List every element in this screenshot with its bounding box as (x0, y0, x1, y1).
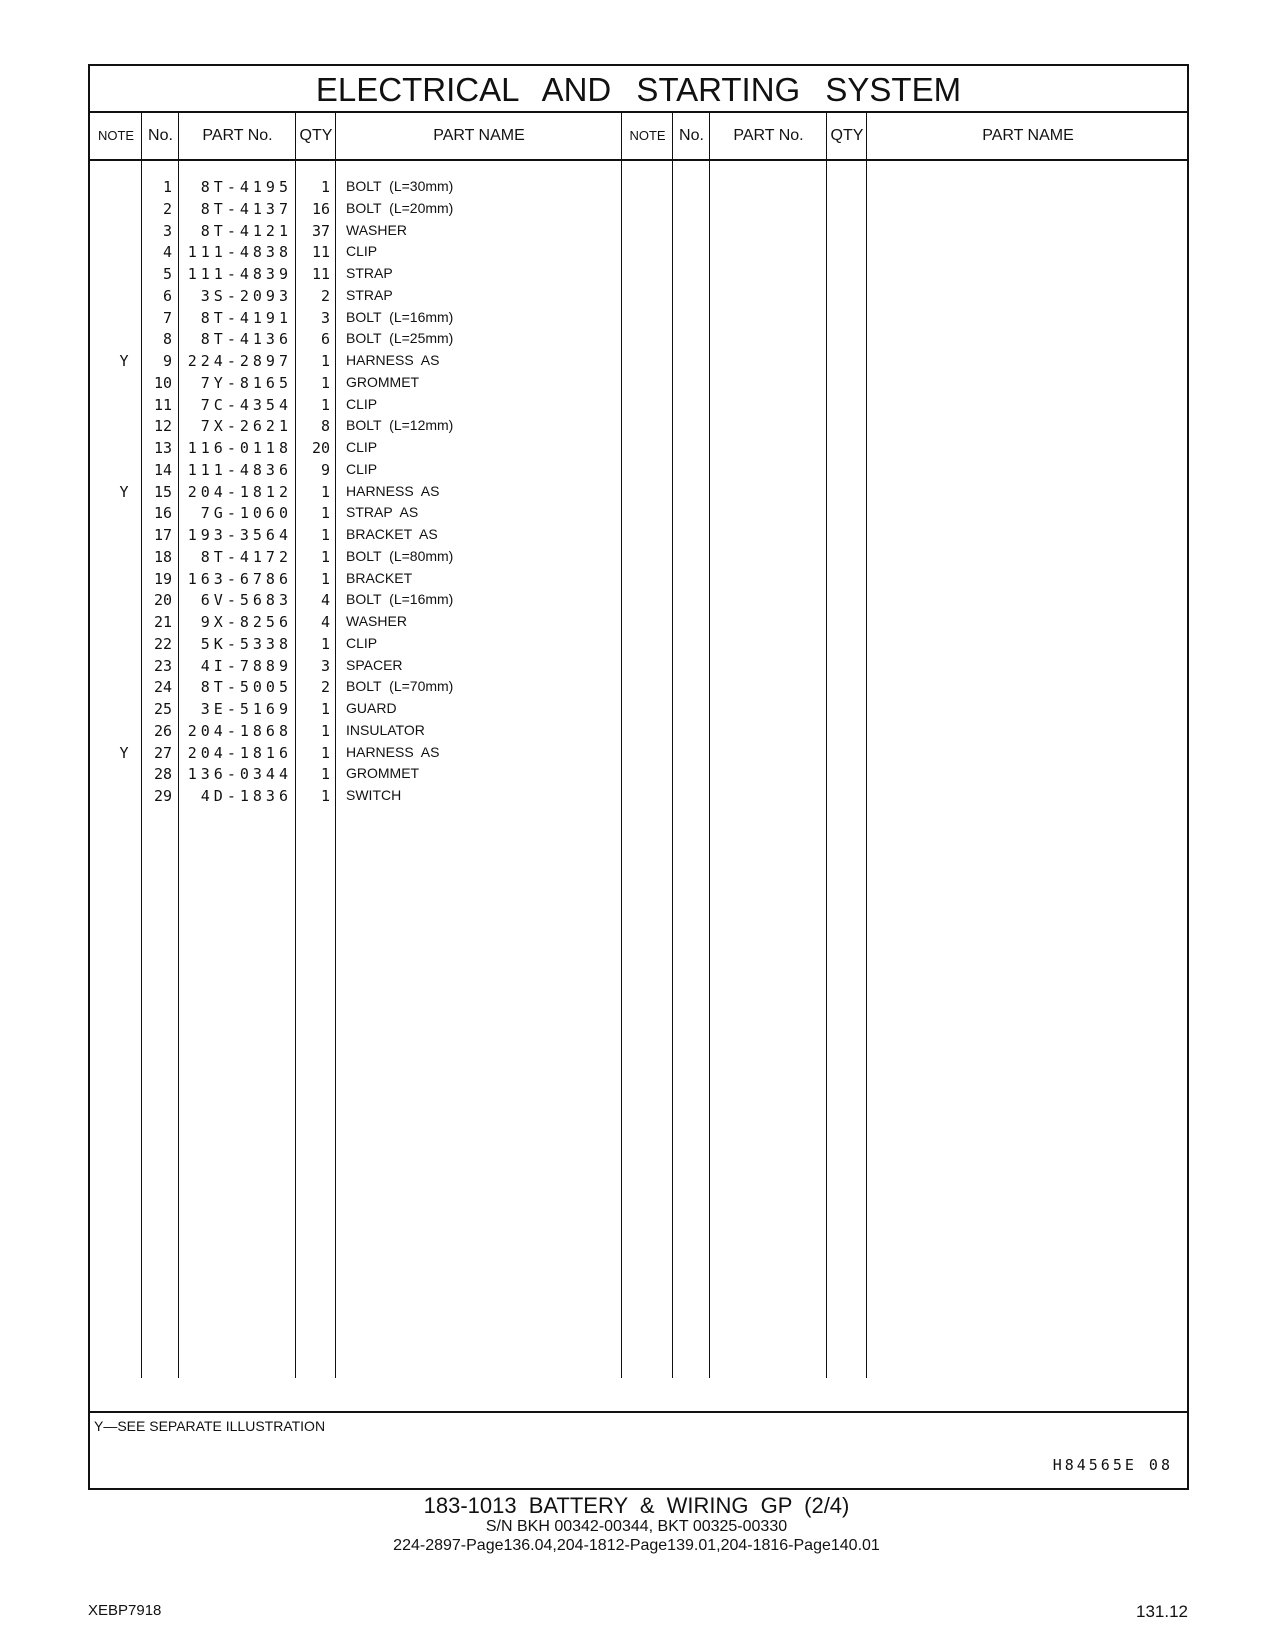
header-note-right: NOTE (629, 128, 666, 143)
row-part-name: INSULATOR (346, 721, 425, 738)
row-part-name: BOLT (L=30mm) (346, 178, 454, 194)
row-part-number: 204-1812 (187, 482, 292, 501)
row-part-name: HARNESS AS (346, 352, 440, 368)
table-row (90, 481, 1187, 504)
table-row (90, 502, 1187, 525)
row-quantity: 1 (320, 787, 330, 805)
row-part-name: BOLT (L=16mm) (346, 308, 454, 325)
drawing-code: H84565E 08 (1052, 1456, 1173, 1474)
row-item-number: 24 (153, 678, 172, 697)
row-part-name: WASHER (346, 613, 407, 629)
table-row (90, 676, 1187, 699)
row-part-number: 204-1816 (187, 743, 292, 762)
header-qty-right: QTY (830, 127, 864, 144)
table-row (90, 394, 1187, 417)
row-item-number: 23 (153, 656, 172, 675)
table-row (90, 568, 1187, 591)
row-quantity: 8 (320, 417, 330, 436)
row-item-number: 29 (153, 787, 172, 805)
row-part-number: 3S-2093 (200, 286, 292, 305)
table-row (90, 328, 1187, 351)
table-row (90, 633, 1187, 656)
row-item-number: 21 (153, 613, 172, 631)
row-item-number: 12 (153, 417, 172, 436)
row-quantity: 1 (320, 395, 330, 414)
row-part-number: 136-0344 (187, 765, 292, 784)
row-item-number: 14 (153, 460, 172, 479)
footnote-divider (90, 1411, 1187, 1413)
row-item-number: 7 (162, 308, 172, 327)
row-part-number: 8T-4195 (200, 178, 292, 196)
table-row (90, 524, 1187, 547)
header-part-name-right: PART NAME (982, 127, 1074, 144)
row-item-number: 28 (153, 765, 172, 784)
row-quantity: 2 (320, 286, 330, 305)
row-part-name: GUARD (346, 700, 397, 716)
row-part-name: BOLT (L=16mm) (346, 591, 454, 608)
row-part-name: BRACKET AS (346, 526, 438, 542)
row-item-number: 4 (162, 243, 172, 262)
row-quantity: 11 (311, 265, 330, 283)
header-part-no-right: PART No. (733, 127, 804, 144)
table-header (90, 113, 1187, 161)
row-part-name: SPACER (346, 656, 403, 673)
table-row (90, 415, 1187, 438)
row-item-number: 20 (153, 591, 172, 610)
row-part-number: 111-4838 (187, 243, 292, 262)
row-quantity: 1 (320, 721, 330, 740)
row-part-number: 163-6786 (187, 569, 292, 588)
row-part-name: BRACKET (346, 569, 413, 586)
row-item-number: 9 (162, 352, 172, 370)
row-item-number: 3 (162, 221, 172, 240)
row-part-name: CLIP (346, 634, 378, 651)
header-no-left: No. (148, 127, 173, 144)
row-part-name: BOLT (L=70mm) (346, 678, 454, 695)
table-row (90, 350, 1187, 373)
row-item-number: 26 (153, 721, 172, 740)
row-part-number: 9X-8256 (200, 613, 292, 631)
row-part-name: WASHER (346, 221, 407, 238)
row-item-number: 5 (162, 265, 172, 283)
table-row (90, 698, 1187, 721)
row-quantity: 20 (311, 439, 330, 457)
row-item-number: 25 (153, 700, 172, 718)
row-part-name: BOLT (L=20mm) (346, 199, 454, 216)
row-quantity: 1 (320, 504, 330, 523)
row-quantity: 1 (320, 765, 330, 784)
row-part-name: STRAP AS (346, 504, 419, 521)
row-part-number: 111-4839 (187, 265, 292, 283)
row-quantity: 1 (320, 373, 330, 392)
table-row (90, 285, 1187, 308)
table-row (90, 742, 1187, 765)
group-caption: 183-1013 BATTERY & WIRING GP (2/4) (423, 1493, 850, 1518)
row-part-number: 8T-4121 (200, 221, 292, 240)
row-part-name: HARNESS AS (346, 743, 440, 760)
header-part-no-left: PART No. (202, 127, 273, 144)
row-part-number: 8T-4191 (200, 308, 292, 327)
row-part-name: SWITCH (346, 787, 402, 803)
table-row (90, 437, 1187, 460)
row-quantity: 1 (320, 352, 330, 370)
row-part-name: HARNESS AS (346, 482, 440, 499)
document-id: XEBP7918 (88, 1602, 162, 1619)
row-quantity: 1 (320, 547, 330, 566)
row-item-number: 2 (162, 199, 172, 218)
table-row (90, 263, 1187, 286)
row-note: Y (119, 743, 129, 762)
table-row (90, 589, 1187, 612)
table-row (90, 459, 1187, 482)
row-part-number: 7X-2621 (200, 417, 292, 436)
row-part-number: 8T-4136 (200, 330, 292, 349)
row-part-name: CLIP (346, 243, 378, 260)
row-part-number: 3E-5169 (200, 700, 292, 718)
row-part-number: 204-1868 (187, 721, 292, 740)
table-row (90, 611, 1187, 634)
table-row (90, 372, 1187, 395)
row-part-name: CLIP (346, 439, 378, 455)
row-note: Y (119, 352, 129, 370)
row-quantity: 4 (320, 591, 330, 610)
row-part-number: 111-4836 (187, 460, 292, 479)
row-item-number: 1 (162, 178, 172, 196)
row-note: Y (119, 482, 129, 501)
header-no-right: No. (679, 127, 704, 144)
row-quantity: 16 (311, 199, 330, 218)
header-qty-left: QTY (299, 127, 333, 144)
row-part-name: GROMMET (346, 373, 420, 390)
row-part-name: STRAP (346, 265, 393, 281)
table-row (90, 720, 1187, 743)
row-quantity: 11 (311, 243, 330, 262)
page-number: 131.12 (1136, 1602, 1188, 1621)
row-part-number: 193-3564 (187, 526, 292, 544)
row-item-number: 6 (162, 286, 172, 305)
row-item-number: 17 (153, 526, 172, 544)
row-item-number: 18 (153, 547, 172, 566)
row-part-name: GROMMET (346, 765, 420, 782)
row-quantity: 1 (320, 634, 330, 653)
row-part-name: STRAP (346, 286, 393, 303)
row-quantity: 1 (320, 178, 330, 196)
row-part-number: 8T-5005 (200, 678, 292, 697)
row-part-number: 4I-7889 (200, 656, 292, 675)
row-item-number: 13 (153, 439, 172, 457)
serial-caption: S/N BKH 00342-00344, BKT 00325-00330 (485, 1518, 788, 1535)
row-item-number: 15 (153, 482, 172, 501)
header-note-left: NOTE (97, 128, 135, 143)
row-quantity: 1 (320, 569, 330, 588)
table-row (90, 241, 1187, 264)
row-part-name: CLIP (346, 460, 378, 477)
table-row (90, 198, 1187, 221)
row-item-number: 19 (153, 569, 172, 588)
row-item-number: 22 (153, 634, 172, 653)
table-row (90, 176, 1187, 199)
row-quantity: 4 (320, 613, 330, 631)
table-row (90, 220, 1187, 243)
table-row (90, 763, 1187, 786)
parts-table-frame (88, 64, 1189, 1490)
row-part-number: 224-2897 (187, 352, 292, 370)
header-part-name-left: PART NAME (433, 127, 525, 144)
row-quantity: 1 (320, 526, 330, 544)
row-quantity: 6 (320, 330, 330, 349)
row-quantity: 2 (320, 678, 330, 697)
row-part-number: 7C-4354 (200, 395, 292, 414)
row-item-number: 27 (153, 743, 172, 762)
row-part-name: BOLT (L=12mm) (346, 417, 454, 434)
row-quantity: 9 (320, 460, 330, 479)
row-quantity: 3 (320, 308, 330, 327)
row-item-number: 8 (162, 330, 172, 349)
row-quantity: 37 (311, 221, 330, 240)
row-part-number: 4D-1836 (200, 787, 292, 805)
row-part-name: BOLT (L=25mm) (346, 330, 454, 347)
row-part-number: 6V-5683 (200, 591, 292, 610)
page-title: ELECTRICAL AND STARTING SYSTEM (90, 66, 1187, 113)
row-part-number: 7G-1060 (200, 504, 292, 523)
row-part-number: 7Y-8165 (200, 373, 292, 392)
row-part-name: CLIP (346, 395, 378, 412)
row-part-number: 5K-5338 (200, 634, 292, 653)
row-quantity: 1 (320, 700, 330, 718)
row-part-number: 8T-4172 (200, 547, 292, 566)
row-quantity: 1 (320, 743, 330, 762)
row-part-number: 116-0118 (187, 439, 292, 457)
row-part-name: BOLT (L=80mm) (346, 547, 454, 564)
row-quantity: 1 (320, 482, 330, 501)
page-reference-caption: 224-2897-Page136.04,204-1812-Page139.01,204-1816-Page140.01 (393, 1537, 880, 1554)
row-item-number: 16 (153, 504, 172, 523)
table-row (90, 655, 1187, 678)
table-row (90, 307, 1187, 330)
footnote: Y—SEE SEPARATE ILLUSTRATION (94, 1418, 326, 1434)
row-quantity: 3 (320, 656, 330, 675)
table-row (90, 546, 1187, 569)
table-row (90, 785, 1187, 808)
row-item-number: 10 (153, 373, 172, 392)
row-part-number: 8T-4137 (200, 199, 292, 218)
row-item-number: 11 (153, 395, 172, 414)
